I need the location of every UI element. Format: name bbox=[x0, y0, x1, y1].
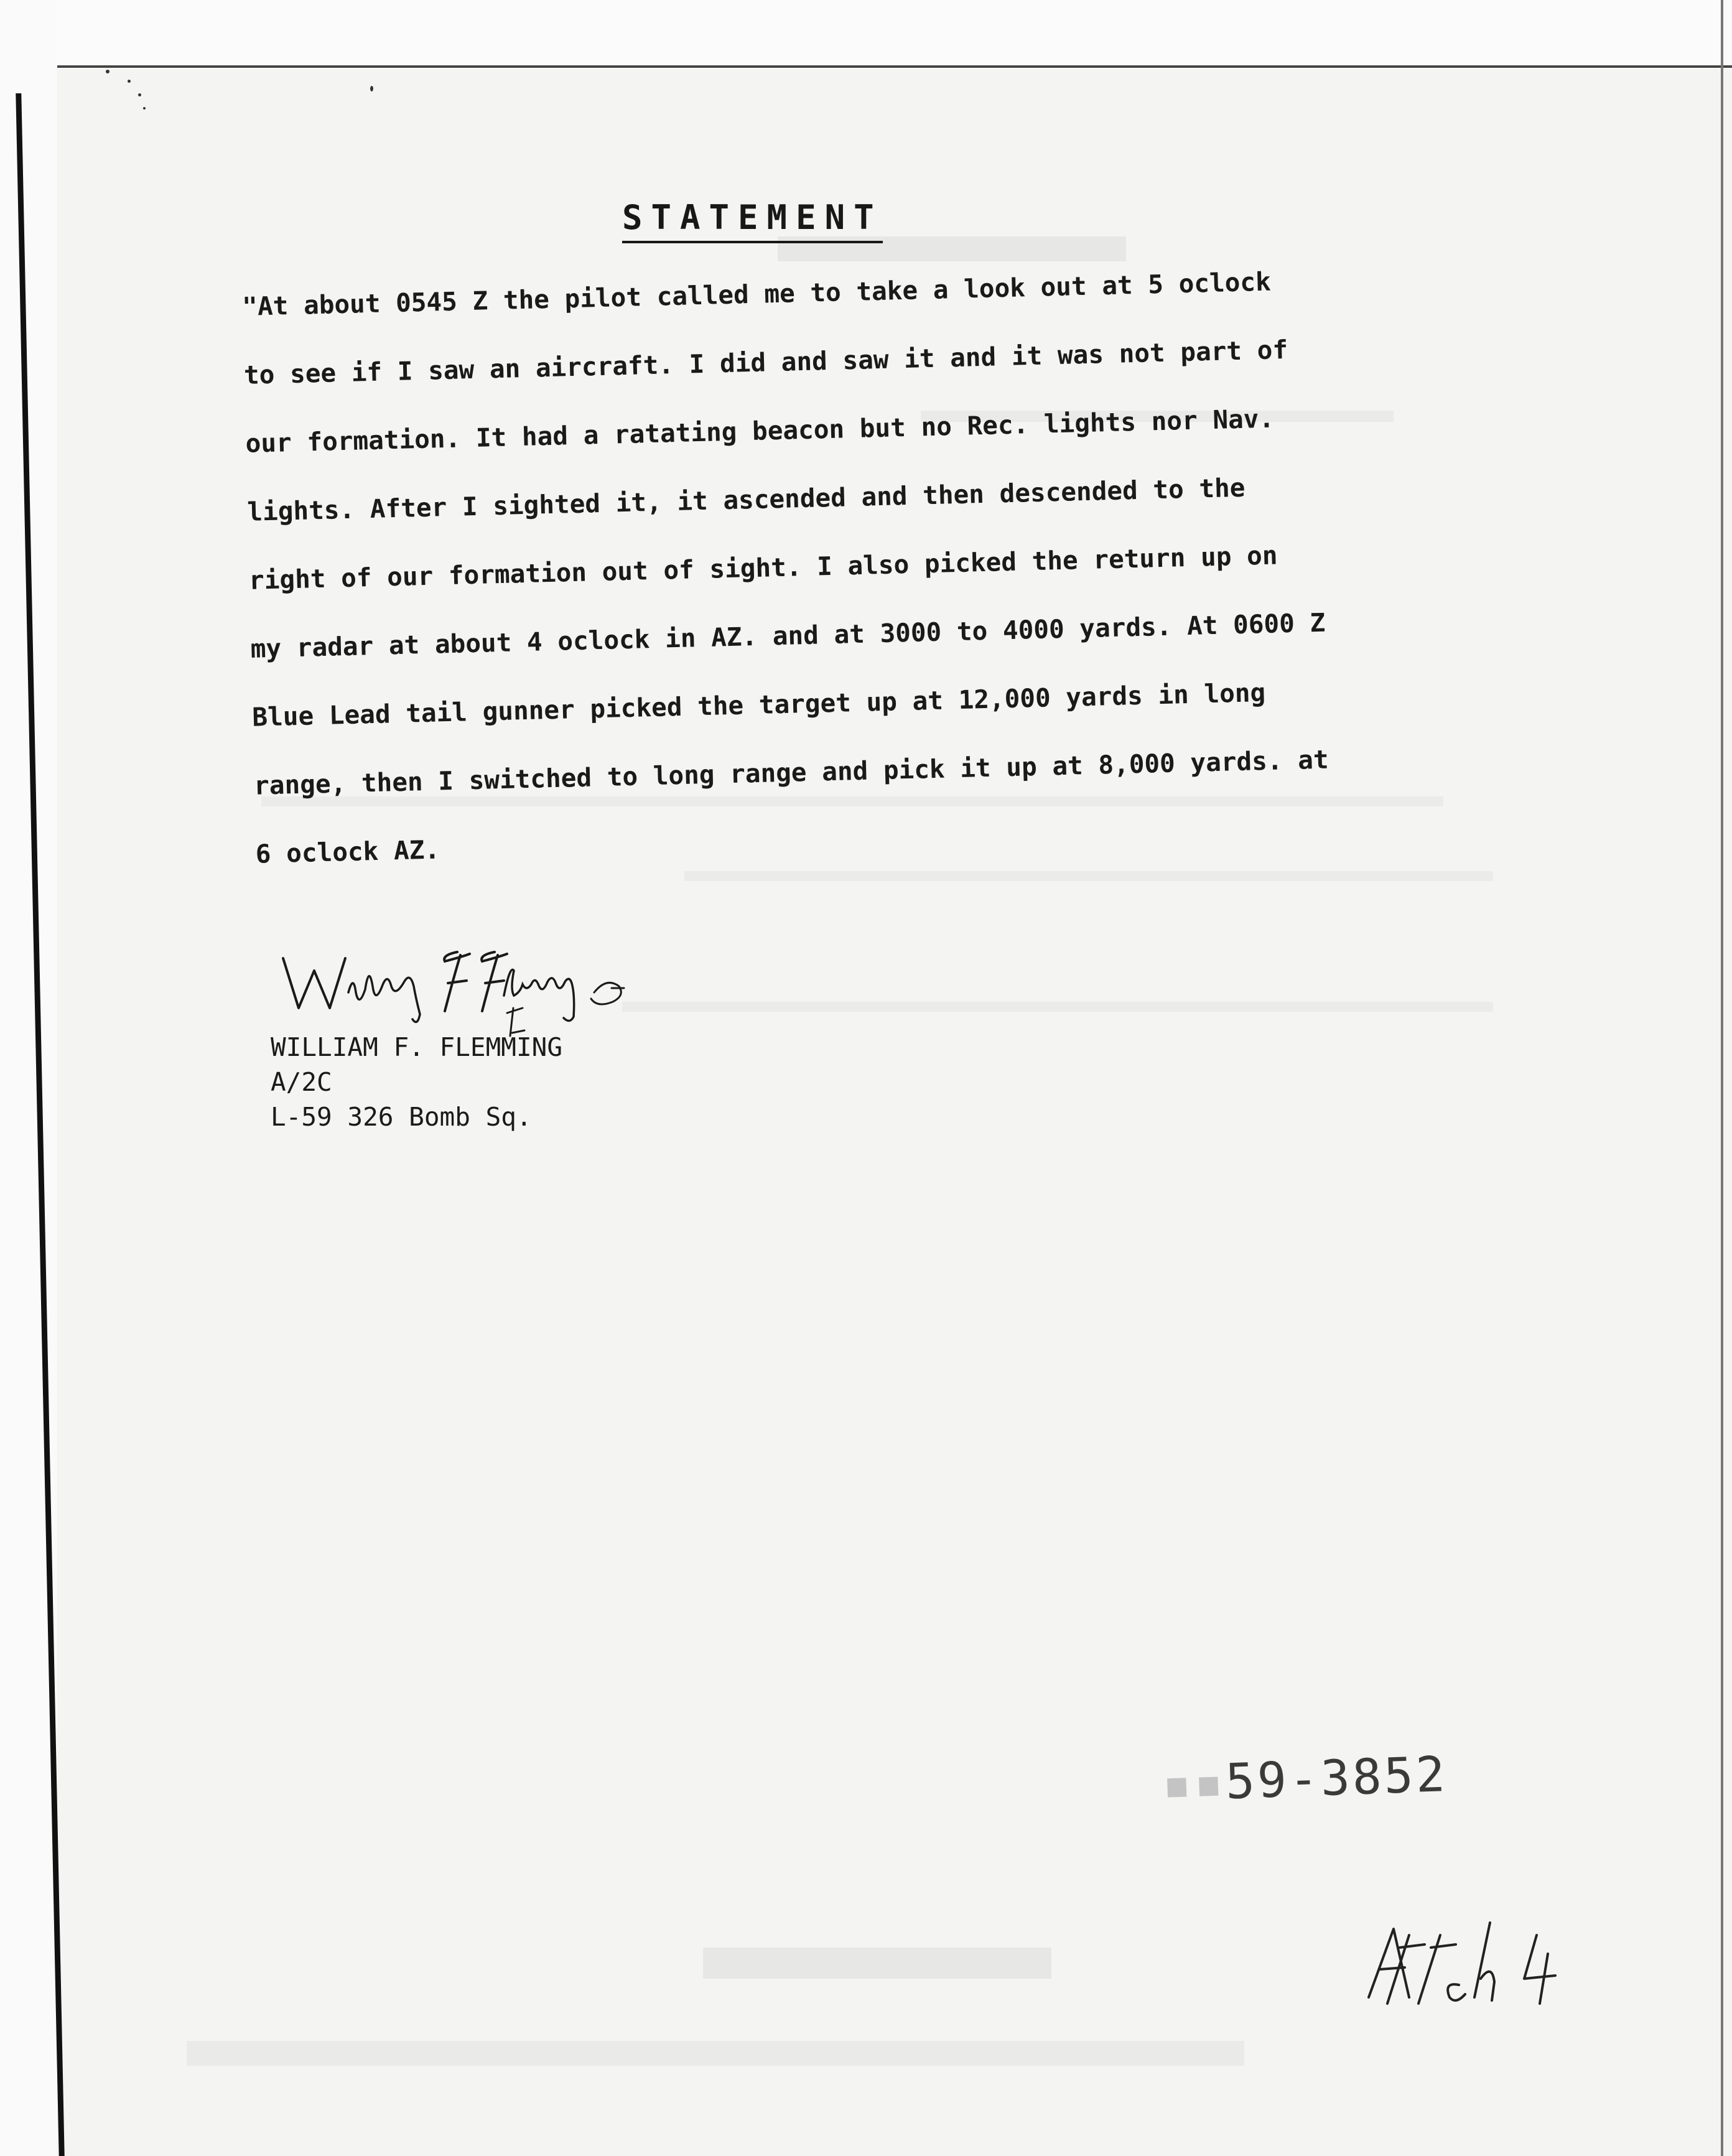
dust-speck bbox=[138, 93, 141, 96]
top-page-edge bbox=[57, 65, 1732, 68]
bleed-through-mark bbox=[703, 1948, 1051, 1979]
right-page-edge bbox=[1721, 0, 1723, 2156]
reference-prefix-faint: ▪▪ bbox=[1161, 1754, 1227, 1813]
signer-rank: A/2C bbox=[271, 1067, 332, 1097]
signer-name: WILLIAM F. FLEMMING bbox=[271, 1032, 562, 1062]
statement-line: right of our formation out of sight. I also picked the return up on bbox=[248, 540, 1278, 595]
signature-block bbox=[271, 1030, 562, 1134]
bleed-through-mark bbox=[622, 1002, 1493, 1012]
reference-number-text: 59-3852 bbox=[1224, 1747, 1449, 1811]
statement-line: range, then I switched to long range and pick it up at 8,000 yards. at bbox=[253, 744, 1329, 801]
statement-line: "At about 0545 Z the pilot called me to take a look out at 5 oclock bbox=[241, 266, 1272, 322]
statement-line: to see if I saw an aircraft. I did and saw it and it was not part of bbox=[243, 334, 1288, 390]
statement-line: Blue Lead tail gunner picked the target up at 12,000 yards in long bbox=[251, 677, 1266, 732]
statement-line: 6 oclock AZ. bbox=[255, 834, 440, 869]
top-margin bbox=[0, 0, 1732, 68]
signer-unit: L-59 326 Bomb Sq. bbox=[271, 1102, 532, 1132]
dust-speck bbox=[106, 70, 109, 73]
dust-speck bbox=[370, 86, 373, 91]
statement-line: my radar at about 4 oclock in AZ. and at 3000 to 4000 yards. At 0600 Z bbox=[250, 607, 1326, 664]
document-title: STATEMENT bbox=[622, 198, 883, 243]
dust-speck bbox=[128, 80, 131, 83]
bleed-through-mark bbox=[187, 2041, 1244, 2066]
statement-line: our formation. It had a ratating beacon but no Rec. lights nor Nav. bbox=[245, 403, 1275, 459]
reference-number bbox=[1162, 1747, 1449, 1813]
statement-body bbox=[241, 243, 1476, 889]
handwritten-attachment-note bbox=[1350, 1910, 1574, 2010]
statement-line: lights. After I sighted it, it ascended and then descended to the bbox=[246, 472, 1245, 527]
dust-speck bbox=[143, 107, 146, 110]
left-margin bbox=[0, 0, 57, 2156]
